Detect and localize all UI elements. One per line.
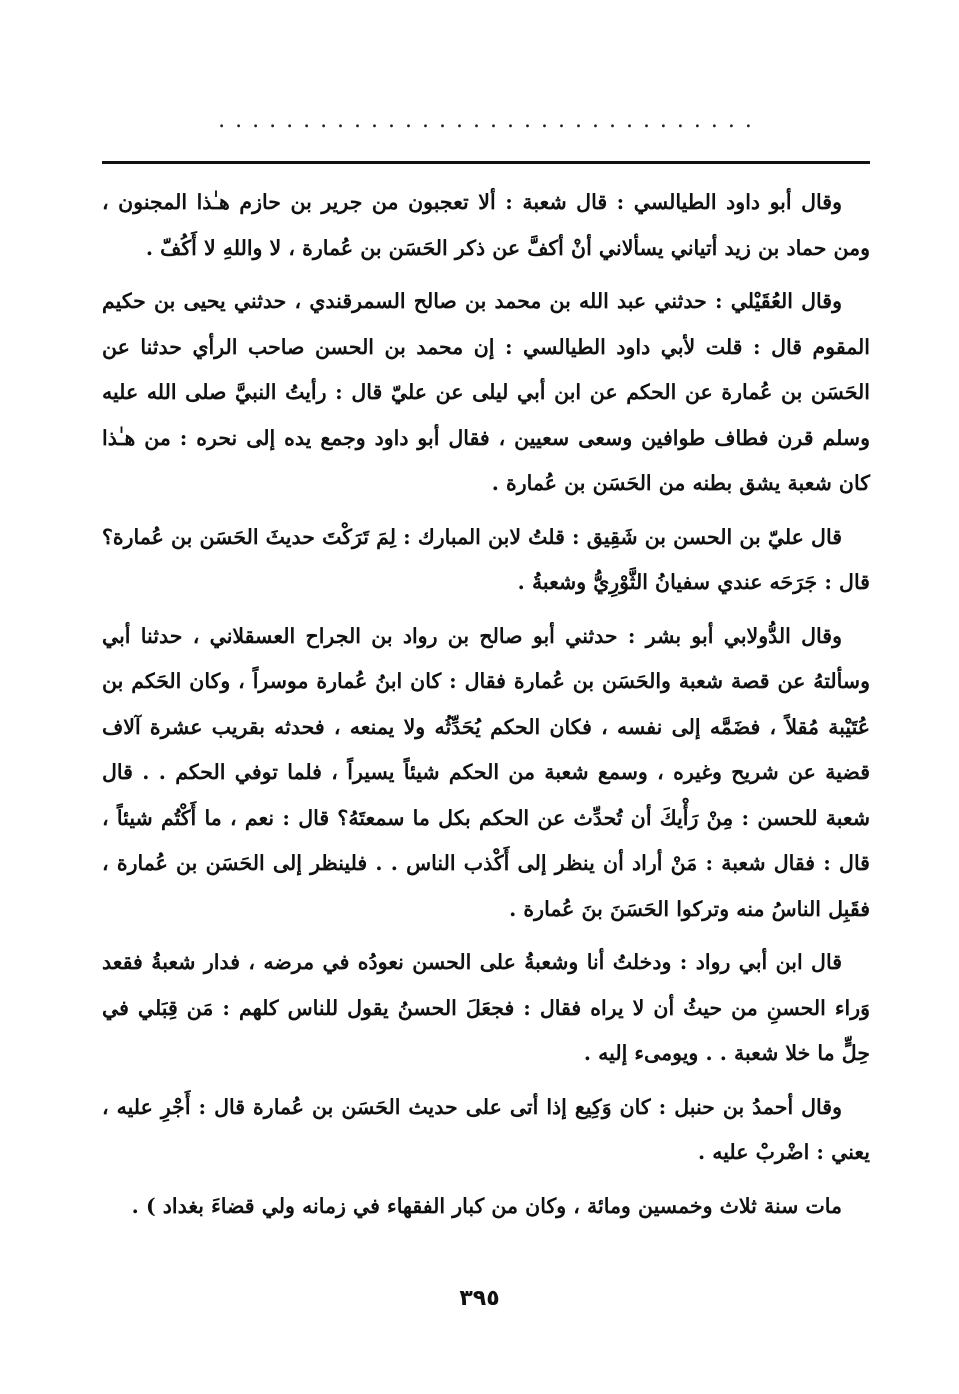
paragraph: مات سنة ثلاث وخمسين ومائة ، وكان من كبار الفقهاء في زمانه ولي قضاءَ بغداد ) . — [131, 1193, 842, 1218]
paragraph: وقال أبو داود الطيالسي : قال شعبة : ألا تعجبون من جرير بن حازم هـٰذا المجنون ، ومن حماد بن زيد أتياني يسألاني أنْ أكفَّ عن ذكر الحَسَن بن عُمارة ، لا واللهِ لا أَكُفّ . — [102, 190, 870, 260]
paragraph: وقال أحمدُ بن حنبل : كان وَكِيع إذا أتى على حديث الحَسَن بن عُمارة قال : أَجْرِ عليه ، يعني : اضْربْ عليه . — [102, 1094, 870, 1164]
paragraph: قال ابن أبي رواد : ودخلتُ أنا وشعبةُ على الحسن نعودُه في مرضه ، فدار شعبةُ فقعد وَراء الحسنِ من حيثُ أن لا يراه فقال : فجعَلَ الحسنُ يقول للناس كلهم : مَن قِبَلي في حِلٍّ ما خلا شعبة . . ويومىء إليه . — [102, 950, 870, 1065]
paragraph: وقال الدُّولابي أبو بشر : حدثني أبو صالح بن رواد بن الجراح العسقلاني ، حدثنا أبي وسألتهُ عن قصة شعبة والحَسَن بن عُمارة فقال : كان ابنُ عُمارة موسراً ، وكان الحَكم بن عُتَيْبة مُقلاً ، فضَمَّه إلى نفسه ، فكان الحكم يُحَدِّثُه ولا يمنعه ، فحدثه بقريب عشرة آلاف قضية عن شريح وغيره ، وسمع شعبة من الحكم شيئاً يسيراً ، فلما توفي الحكم . . قال شعبة للحسن : مِنْ رَأْيكَ أن تُحدِّث عن الحكم بكل ما سمعتَهُ؟ قال : نعم ، ما أَكْتُم شيئاً ، قال : فقال شعبة : مَنْ أراد أن ينظر إلى أَكْذب الناس . . فلينظر إلى الحَسَن بن عُمارة ، فقَبِل الناسُ منه وتركوا الحَسَنَ بنَ عُمارة . — [102, 623, 870, 921]
dotted-separator: ................................ — [218, 108, 762, 133]
page-number: ٣٩٥ — [459, 1286, 500, 1311]
header-rule — [102, 161, 870, 164]
paragraph: وقال العُقَيْلي : حدثني عبد الله بن محمد بن صالح السمرقندي ، حدثني يحيى بن حكيم المقوم قال : قلت لأبي داود الطيالسي : إن محمد بن الحسن صاحب الرأي حدثنا عن الحَسَن بن عُمارة عن الحكم عن ابن أبي ليلى عن عليّ قال : رأيتُ النبيَّ صلى الله عليه وسلم قرن فطاف طوافين وسعى سعيين ، فقال أبو داود وجمع يده إلى نحره : من هـٰذا كان شعبة يشق بطنه من الحَسَن بن عُمارة . — [102, 289, 870, 495]
page-body — [102, 180, 870, 1237]
paragraph: قال عليّ بن الحسن بن شَقِيق : قلتُ لابن المبارك : لِمَ تَرَكْتَ حديثَ الحَسَن بن عُمارة؟ قال : جَرَحَه عندي سفيانُ الثَّوْرِيُّ وشعبةُ . — [102, 524, 870, 594]
